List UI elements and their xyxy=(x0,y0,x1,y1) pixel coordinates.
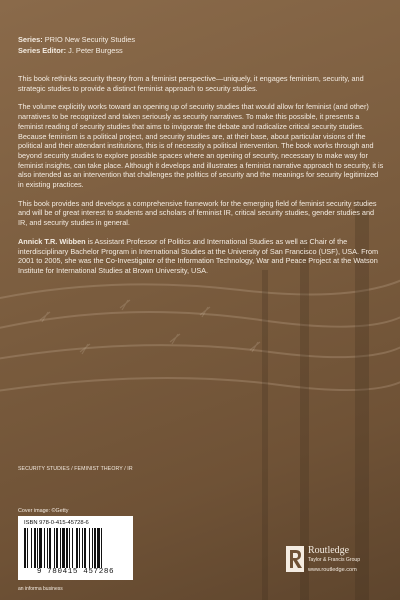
series-name: PRIO New Security Studies xyxy=(44,35,136,44)
subject-categories: SECURITY STUDIES / FEMINIST THEORY / IR xyxy=(18,466,133,472)
publisher-name: Routledge xyxy=(308,545,350,556)
series-label: Series: xyxy=(18,35,43,44)
barcode-digits: 9 780415 457286 xyxy=(36,568,115,576)
blurb-paragraph-2: The volume explicitly works toward an opening up of security studies that would allow for feminist (and other) narratives to be recognized and taken seriously as security narratives. To make this possible, it presents a feminist reading of security studies that aims to invigorate the debate and radicalize critical security studies. Because feminism is a political project, and security studies are, at their base, about particular visions of the political and their attendant institutions, this is of necessity a political intervention. The book works through and beyond security studies to explore possible spaces where an opening of security, necessary to make way for feminist insights, can take place. Although it develops and illustrates a feminist narrative approach to security, it is also intended as an intervention that challenges the politics of security and the meanings for security legitimized in existing practices. xyxy=(18,102,384,190)
cover-text xyxy=(18,34,384,285)
series-editor-label: Series Editor: xyxy=(18,46,67,55)
author-name: Annick T.R. Wibben xyxy=(18,236,86,246)
publisher-url: www.routledge.com xyxy=(308,567,357,573)
series-line xyxy=(18,34,384,45)
author-bio-text: is Assistant Professor of Politics and International Studies as well as Chair of the interdisciplinary Bachelor Program in International Studies at the University of San Francisco (USF), USA. From 2001 to 2005, she was the Co-Investigator of the Information Technology, War and Peace Project at the Watson Institute for International Studies at Brown University, USA. xyxy=(18,236,379,275)
imprint-line: an informa business xyxy=(18,586,63,592)
isbn-barcode xyxy=(18,516,133,580)
series-editor-name: J. Peter Burgess xyxy=(68,46,123,55)
series-info xyxy=(18,34,384,56)
author-bio xyxy=(18,237,384,276)
blurb-paragraph-3: This book provides and develops a comprehensive framework for the emerging field of feminist security studies and will be of great interest to students and scholars of feminist IR, critical security studies, gender studies and IR, and security studies in general. xyxy=(18,198,377,228)
blurb-paragraph-1: This book rethinks security theory from a feminist perspective—uniquely, it engages feminism, security, and strategic studies to provide a distinct feminist approach to security studies. xyxy=(18,74,364,93)
isbn-label: ISBN 978-0-415-45728-6 xyxy=(24,520,89,526)
publisher-group: Taylor & Francis Group xyxy=(308,557,361,563)
barcode-icon xyxy=(24,528,127,568)
publisher-block xyxy=(286,545,386,575)
routledge-r-icon xyxy=(286,546,304,572)
cover-image-credit: Cover image: ©Getty xyxy=(18,508,69,514)
series-editor-line xyxy=(18,45,384,56)
